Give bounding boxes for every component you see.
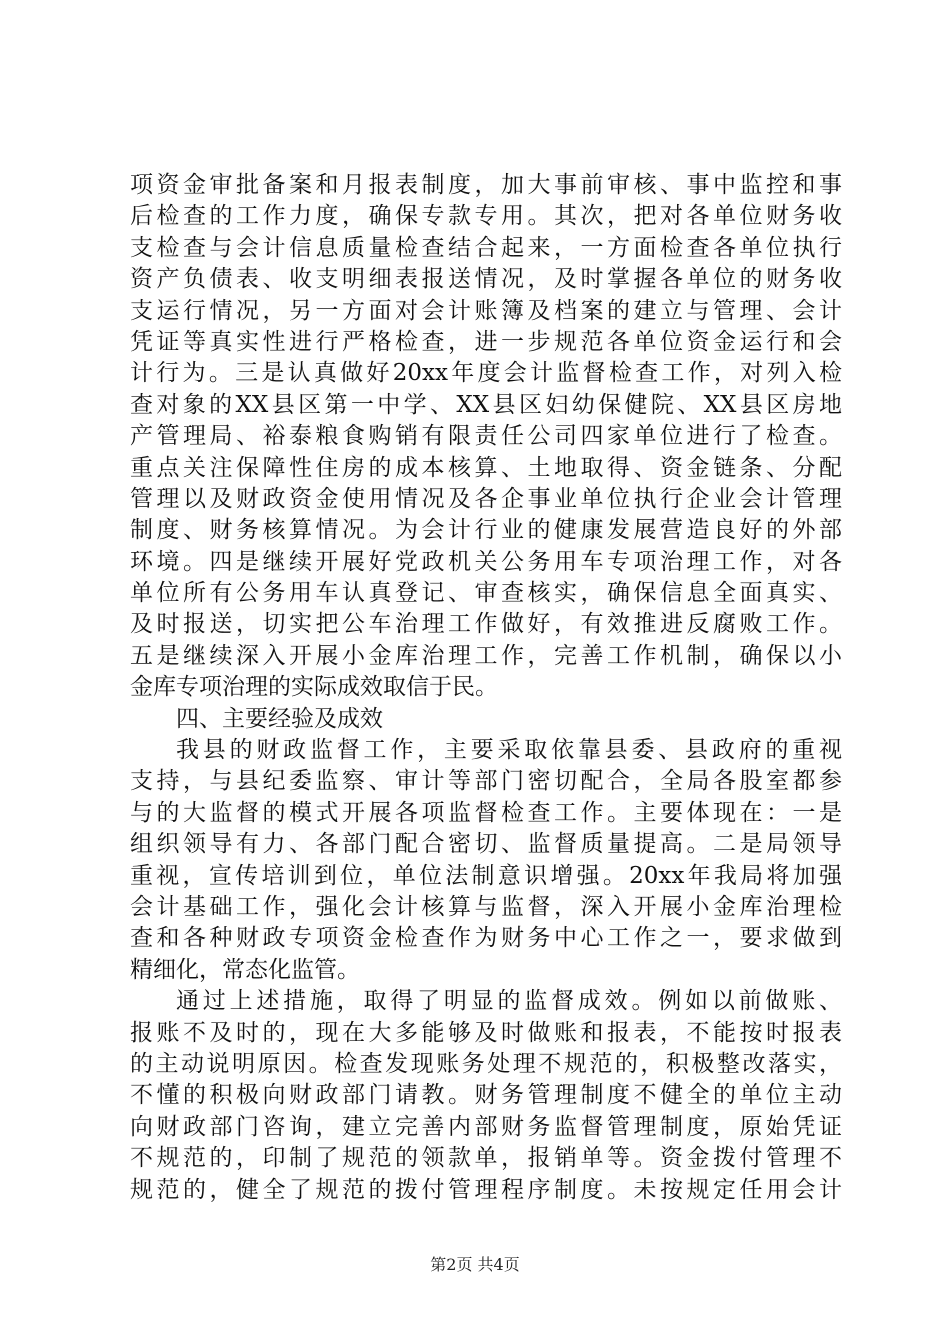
paragraph-3	[130, 986, 842, 1206]
text-line: 通过上述措施，取得了明显的监督成效。例如以前做账、	[176, 988, 842, 1015]
paragraph-1	[130, 170, 842, 704]
paragraph-2	[130, 735, 842, 986]
text-line: 精细化，常态化监管。	[130, 956, 360, 983]
text-line: 规范的，健全了规范的拨付管理程序制度。未按规定任用会计	[130, 1176, 842, 1203]
text-line: 支检查与会计信息质量检查结合起来，一方面检查各单位执行	[130, 234, 842, 261]
section-heading-text: 四、主要经验及成效	[176, 705, 383, 732]
text-line: 制度、财务核算情况。为会计行业的健康发展营造良好的外部	[130, 517, 842, 544]
page-footer	[0, 1252, 950, 1275]
text-line: 及时报送，切实把公车治理工作做好，有效推进反腐败工作。	[130, 611, 842, 638]
text-line: 不懂的积极向财政部门请教。财务管理制度不健全的单位主动	[130, 1082, 842, 1109]
text-line: 我县的财政监督工作，主要采取依靠县委、县政府的重视	[176, 737, 842, 764]
text-line: 支持，与县纪委监察、审计等部门密切配合，全局各股室都参	[130, 768, 842, 795]
text-line: 项资金审批备案和月报表制度，加大事前审核、事中监控和事	[130, 172, 842, 198]
text-line: 会计基础工作，强化会计核算与监督，深入开展小金库治理检	[130, 893, 842, 920]
text-line: 金库专项治理的实际成效取信于民。	[130, 674, 498, 701]
text-line: 不规范的，印制了规范的领款单，报销单等。资金拨付管理不	[130, 1145, 842, 1172]
text-line: 向财政部门咨询，建立完善内部财务监督管理制度，原始凭证	[130, 1113, 842, 1140]
text-line: 管理以及财政资金使用情况及各企事业单位执行企业会计管理	[130, 485, 842, 512]
text-line: 单位所有公务用车认真登记、审查核实，确保信息全面真实、	[130, 580, 842, 607]
text-line: 支运行情况，另一方面对会计账簿及档案的建立与管理、会计	[130, 297, 842, 324]
document-body	[130, 170, 842, 1206]
text-line: 产管理局、裕泰粮食购销有限责任公司四家单位进行了检查。	[130, 423, 842, 450]
page-number: 第2页 共4页	[430, 1255, 520, 1274]
text-line: 查对象的XX县区第一中学、XX县区妇幼保健院、XX县区房地	[130, 391, 842, 418]
text-line: 重点关注保障性住房的成本核算、土地取得、资金链条、分配	[130, 454, 842, 481]
section-heading	[130, 704, 842, 735]
text-line: 重视，宣传培训到位，单位法制意识增强。20xx年我局将加强	[130, 862, 842, 889]
text-line: 的主动说明原因。检查发现账务处理不规范的，积极整改落实，	[130, 1050, 842, 1077]
text-line: 环境。四是继续开展好党政机关公务用车专项治理工作，对各	[130, 548, 842, 575]
text-line: 报账不及时的，现在大多能够及时做账和报表，不能按时报表	[130, 1019, 842, 1046]
text-line: 计行为。三是认真做好20xx年度会计监督检查工作，对列入检	[130, 360, 842, 387]
text-line: 组织领导有力、各部门配合密切、监督质量提高。二是局领导	[130, 831, 842, 858]
text-line: 查和各种财政专项资金检查作为财务中心工作之一，要求做到	[130, 925, 842, 952]
text-line: 凭证等真实性进行严格检查，进一步规范各单位资金运行和会	[130, 328, 842, 355]
text-line: 五是继续深入开展小金库治理工作，完善工作机制，确保以小	[130, 642, 842, 669]
text-line: 与的大监督的模式开展各项监督检查工作。主要体现在：一是	[130, 799, 842, 826]
text-line: 后检查的工作力度，确保专款专用。其次，把对各单位财务收	[130, 203, 842, 230]
text-line: 资产负债表、收支明细表报送情况，及时掌握各单位的财务收	[130, 266, 842, 293]
